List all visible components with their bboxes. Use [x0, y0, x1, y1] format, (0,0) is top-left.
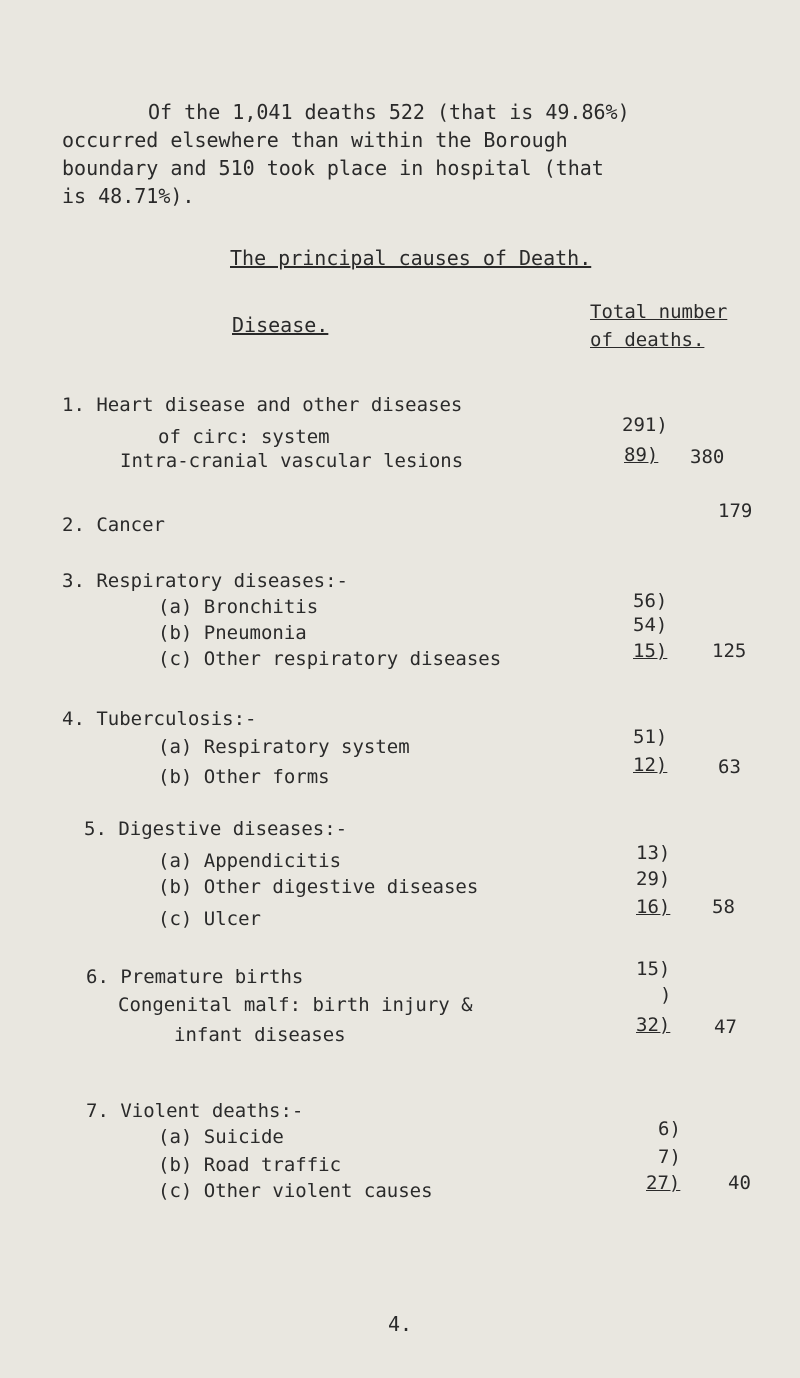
group-label: 1. Heart disease and other diseases	[62, 394, 463, 416]
group-label: 2. Cancer	[62, 514, 165, 536]
item-value: 89)	[624, 444, 659, 466]
item-label: Intra-cranial vascular lesions	[120, 450, 464, 472]
item-value: 54)	[633, 614, 668, 636]
group-label: 7. Violent deaths:-	[86, 1100, 304, 1122]
group-total: 47	[714, 1016, 737, 1038]
group-total: 179	[718, 500, 753, 522]
item-label: (b) Other forms	[158, 766, 330, 788]
item-value: 51)	[633, 726, 668, 748]
item-label: Congenital malf: birth injury &	[118, 994, 473, 1016]
item-value: 7)	[658, 1146, 681, 1168]
group-label: 4. Tuberculosis:-	[62, 708, 257, 730]
item-label: (c) Ulcer	[158, 908, 261, 930]
intro-paragraph	[62, 98, 762, 210]
group-label: 5. Digestive diseases:-	[84, 818, 348, 840]
group-total: 125	[712, 640, 747, 662]
intro-line: Of the 1,041 deaths 522 (that is 49.86%)	[148, 100, 630, 124]
item-value: 16)	[636, 896, 671, 918]
item-label: of circ: system	[158, 426, 330, 448]
item-value: 27)	[646, 1172, 681, 1194]
item-value: 29)	[636, 868, 671, 890]
group-label: 3. Respiratory diseases:-	[62, 570, 348, 592]
item-label: (a) Bronchitis	[158, 596, 319, 618]
item-label: (b) Road traffic	[158, 1154, 342, 1176]
item-label: (a) Appendicitis	[158, 850, 342, 872]
page-number: 4.	[388, 1312, 413, 1336]
group-label: 6. Premature births	[86, 966, 304, 988]
item-value: 56)	[633, 590, 668, 612]
column-header-disease: Disease.	[232, 313, 329, 337]
item-label: (c) Other respiratory diseases	[158, 648, 502, 670]
group-total: 63	[718, 756, 741, 778]
item-value: 13)	[636, 842, 671, 864]
item-value: 15)	[636, 958, 671, 980]
item-label: (a) Respiratory system	[158, 736, 410, 758]
item-label: (c) Other violent causes	[158, 1180, 433, 1202]
group-total: 380	[690, 446, 725, 468]
item-value: )	[660, 984, 672, 1006]
intro-line: is 48.71%).	[62, 184, 195, 208]
item-value: 12)	[633, 754, 668, 776]
item-value: 15)	[633, 640, 668, 662]
section-heading: The principal causes of Death.	[230, 246, 592, 270]
group-total: 40	[728, 1172, 751, 1194]
intro-line: boundary and 510 took place in hospital (that	[62, 156, 604, 180]
item-label: (b) Other digestive diseases	[158, 876, 479, 898]
intro-line: occurred elsewhere than within the Borough	[62, 128, 568, 152]
column-header-total: Total number of deaths.	[590, 301, 728, 351]
item-value: 32)	[636, 1014, 671, 1036]
group-total: 58	[712, 896, 735, 918]
item-value: 291)	[622, 414, 668, 436]
item-label: (a) Suicide	[158, 1126, 284, 1148]
item-label: (b) Pneumonia	[158, 622, 307, 644]
item-value: 6)	[658, 1118, 681, 1140]
item-label: infant diseases	[174, 1024, 346, 1046]
